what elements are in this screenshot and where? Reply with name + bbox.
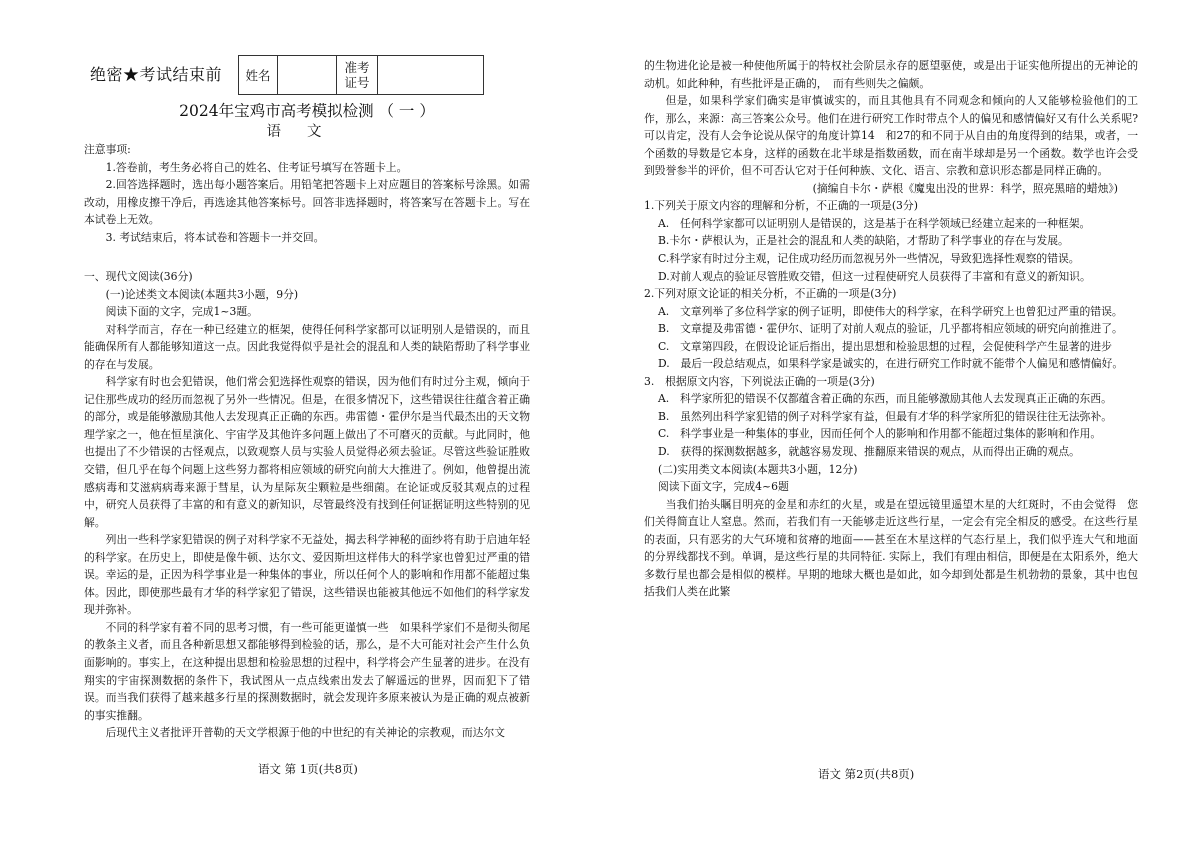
question-option: D.对前人观点的验证尽管胜败交错，但这一过程使研究人员获得了丰富和有意义的新知识。: [658, 269, 1091, 283]
question-option: A. 科学家所犯的错误不仅都蕴含着正确的东西，而且能够激励其他人去发现真正正确的东西。: [658, 392, 1112, 406]
passage-paragraph: 当我们抬头瞩目明亮的金星和赤红的火星，或是在望远镜里遥望木星的大红斑时，不由会觉得 您们关得简直让人窒息。然而，若我们有一天能够走近这些行星，一定会有完全相反的感受。在这些行星的表面，只有恶劣的大气环境和贫瘠的地面——甚至在木星这样的气态行星上，我们似乎连大气和地面的分界线都找不到。单调，是这些行星的共同特征. 实际上，我们有理由相信，即便是在太阳系外，绝大多数行星也都会是相似的模样。早期的地球大概也是如此，如今却到处都是生机勃勃的景象，其中也包括我们人类在此繁: [644, 497, 1138, 599]
question-stem: 1.下列关于原文内容的理解和分析，不正确的一项是(3分): [644, 199, 918, 213]
subsection-heading: (二)实用类文本阅读(本题共3小题，12分): [658, 462, 858, 476]
instruction: 阅读下面的文字，完成1~3题。: [105, 305, 258, 319]
reading-section: [84, 268, 530, 742]
instruction: 阅读下面文字，完成4~6题: [658, 480, 789, 494]
question-option: D. 获得的探测数据越多，就越容易发现、推翻原来错误的观点，从而得出正确的观点。: [658, 445, 1080, 459]
question-option: C.科学家有时过分主观，记住成功经历而忽视另外一些情况，导致犯选择性观察的错误。: [658, 252, 1080, 266]
ticket-label-line1: 准考: [344, 60, 370, 75]
exam-title: 2024年宝鸡市高考模拟检测 （ 一 ）: [179, 102, 435, 120]
passage-paragraph: 列出一些科学家犯错误的例子对科学家不无益处，揭去科学神秘的面纱将有助于启迪年轻的科学家。在历史上，即使是像牛顿、达尔文、爱因斯坦这样伟大的科学家也曾犯过严重的错误。幸运的是，正因为科学事业是一种集体的事业，所以任何个人的影响和作用都不能超过集体。因此，即使那些最有才华的科学家犯了错误，这些错误也能被其他远不如他们的科学家发现并弥补。: [84, 533, 530, 617]
page-footer: 语文 第2页(共8页): [818, 767, 915, 781]
notice-section: [84, 141, 530, 246]
ticket-label: [337, 56, 378, 94]
question-option: D. 最后一段总结观点，如果科学家是诚实的，在进行研究工作时就不能带个人偏见和感情偏好。: [658, 357, 1124, 371]
question-option: A. 任何科学家都可以证明别人是错误的，这是基于在科学领域已经建立起来的一种框架。: [658, 216, 1091, 230]
question-stem: 3. 根据原文内容，下列说法正确的一项是(3分): [644, 374, 875, 388]
passage-paragraph: 的生物进化论是被一种使他所属于的特权社会阶层永存的愿望驱使，或是出于证实他所提出的无神论的动机。如此种种，有些批评是正确的， 而有些则失之偏颇。: [644, 59, 1138, 90]
question-option: A. 文章列举了多位科学家的例子证明，即使伟大的科学家，在科学研究上也曾犯过严重的错误。: [658, 304, 1123, 318]
passage-paragraph: 科学家有时也会犯错误，他们常会犯选择性观察的错误，因为他们有时过分主观，倾向于记住那些成功的经历而忽视了另外一些情况。但是，在很多情况下，这些错误往往蕴含着正确的部分，或是能够激励其他人去发现真正正确的东西。弗雷德・霍伊尔是当代最杰出的天文物理学家之一，他在恒星演化、宇宙学及其他许多问题上做出了不可磨灭的贡献。与此同时，他也提出了不少错误的古怪观点，以致观察人员与实验人员觉得必须去验证。尽管这些验证胜败交错，但几乎在每个问题上这些努力都将相应领域的研究向前大大推进了。例如，他曾提出流感病毒和艾滋病病毒来源于彗星，认为星际灰尘颗粒是些细菌。在论证或反驳其观点的过程中，研究人员获得了丰富的和有意义的新知识，尽管最终没有找到任何证据证明这些特别的见解。: [84, 375, 530, 529]
page-footer: 语文 第 1页(共8页): [258, 762, 358, 776]
notice-item: 2.回答选择题时，选出每小题答案后。用铅笔把答题卡上对应题目的答案标号涂黑。如需改动，用橡皮擦干净后，再选途其他答案标号。回答非选择题时，将答案写在答题卡上。写在本试卷上无效。: [84, 178, 530, 227]
question-option: B. 虽然列出科学家犯错的例子对科学家有益，但最有才华的科学家所犯的错误往往无法弥补。: [658, 409, 1113, 423]
ticket-field[interactable]: [378, 56, 483, 94]
passage-source: (摘编自卡尔・萨根《魔鬼出没的世界：科学，照亮黑暗的蜡烛》): [812, 181, 1118, 195]
question-option: C. 文章第四段，在假设论证后指出，提出思想和检验思想的过程，会促使科学产生显著的进步: [658, 339, 1112, 353]
name-field[interactable]: [278, 56, 337, 94]
confidential-label: 绝密★考试结束前: [90, 65, 223, 84]
passage-paragraph: 但是，如果科学家们确实是审慎诚实的，而且其他具有不同观念和倾向的人又能够检验他们的工作，那么，来源：高三答案公众号。他们在进行研究工作时带点个人的偏见和感情偏好又有什么关系呢?可以肯定，没有人会争论说从保守的角度计算14 和27的和不同于从自由的角度得到的结果，或者，一个函数的导数是它本身，这样的函数在北半球是指数函数，而在南半球却是另一个函数。数学也许会受到毁誉参半的评价，但不可否认它对于任何种族、文化、语言、宗教和意识形态都是同样正确的。: [644, 94, 1138, 178]
question-option: B. 文章提及弗雷德・霍伊尔、证明了对前人观点的验证，几乎都将相应领域的研究向前推进了。: [658, 322, 1123, 336]
right-page: [600, 0, 1200, 849]
section-heading: 一、现代文阅读(36分): [84, 270, 193, 283]
question-stem: 2.下列对原文论证的相关分析，不正确的一项是(3分): [644, 287, 897, 301]
question-option: C. 科学事业是一种集体的事业，因而任何个人的影响和作用都不能超过集体的影响和作用。: [658, 427, 1102, 441]
question-option: B.卡尔・萨根认为，正是社会的混乱和人类的缺陷，才帮助了科学事业的存在与发展。: [658, 234, 1069, 248]
notice-item: 1.答卷前，考生务必将自己的姓名、住考证号填写在答题卡上。: [105, 160, 408, 174]
passage-paragraph: 对科学而言，存在一种已经建立的框架，使得任何科学家都可以证明别人是错误的，而且能确保所有人都能够知道这一点。因此我觉得似乎是社会的混乱和人类的缺陷帮助了科学事业的存在与发展。: [84, 322, 530, 371]
candidate-info-box: [238, 55, 484, 95]
notice-item: 3. 考试结束后，将本试卷和答题卡一并交回。: [105, 230, 325, 244]
subject-title: 语文: [266, 124, 348, 140]
ticket-label-line2: 证号: [344, 75, 370, 90]
passage-continued: [644, 57, 1138, 601]
subsection-heading: (一)论述类文本阅读(本题共3小题，9分): [105, 287, 299, 301]
passage-paragraph: 不同的科学家有着不同的思考习惯，有一些可能更谨慎一些 如果科学家们不是彻头彻尾的教条主义者，而且各种新思想又都能够得到检验的话，那么，是不大可能对社会产生什么负面影响的。事实上，在这种提出思想和检验思想的过程中，科学将会产生显著的进步。在没有翔实的宇宙探测数据的条件下，我试图从一点点线索出发去了解遥远的世界，因而犯下了错误。而当我们获得了越来越多行星的探测数据时，就会发现许多原来被认为是正确的观点被新的事实推翻。: [84, 620, 530, 722]
notice-title: 注意事项:: [84, 143, 131, 156]
name-label: 姓名: [239, 56, 278, 94]
passage-paragraph: 后现代主义者批评开普勒的天文学根源于他的中世纪的有关神论的宗教观，而达尔文: [105, 726, 506, 740]
